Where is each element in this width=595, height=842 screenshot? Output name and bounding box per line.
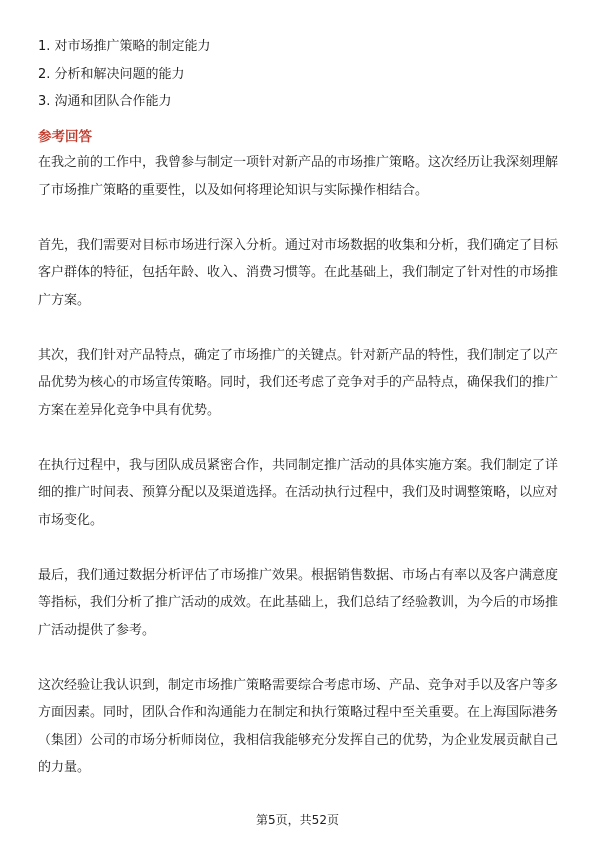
paragraph: 这次经验让我认识到，制定市场推广策略需要综合考虑市场、产品、竞争对手以及客户等多方面因素。同时，团队合作和沟通能力在制定和执行策略过程中至关重要。在上海国际港务（集团）公司的市场分析师岗位，我相信我能够充分发挥自己的优势，为企业发展贡献自己的力量。 (38, 677, 559, 775)
paragraph: 最后，我们通过数据分析评估了市场推广效果。根据销售数据、市场占有率以及客户满意度等指标，我们分析了推广活动的成效。在此基础上，我们总结了经验教训，为今后的市场推广活动提供了参考。 (38, 567, 559, 638)
page-footer: 第5页，共52页 (256, 813, 339, 827)
paragraph: 其次，我们针对产品特点，确定了市场推广的关键点。针对新产品的特性，我们制定了以产品优势为核心的市场宣传策略。同时，我们还考虑了竞争对手的产品特点，确保我们的推广方案在差异化竞争中具有优势。 (38, 347, 559, 418)
answer-heading: 参考回答 (38, 129, 92, 145)
list-item: 1. 对市场推广策略的制定能力 (38, 39, 211, 54)
answer-body (38, 149, 558, 809)
paragraph: 在执行过程中，我与团队成员紧密合作，共同制定推广活动的具体实施方案。我们制定了详细的推广时间表、预算分配以及渠道选择。在活动执行过程中，我们及时调整策略，以应对市场变化。 (38, 457, 559, 528)
paragraph: 在我之前的工作中，我曾参与制定一项针对新产品的市场推广策略。这次经历让我深刻理解了市场推广策略的重要性，以及如何将理论知识与实际操作相结合。 (38, 155, 559, 198)
competency-list (38, 33, 558, 116)
list-item: 2. 分析和解决问题的能力 (38, 66, 185, 82)
list-item: 3. 沟通和团队合作能力 (38, 94, 172, 109)
paragraph: 首先，我们需要对目标市场进行深入分析。通过对市场数据的收集和分析，我们确定了目标客户群体的特征，包括年龄、收入、消费习惯等。在此基础上，我们制定了针对性的市场推广方案。 (38, 237, 559, 308)
